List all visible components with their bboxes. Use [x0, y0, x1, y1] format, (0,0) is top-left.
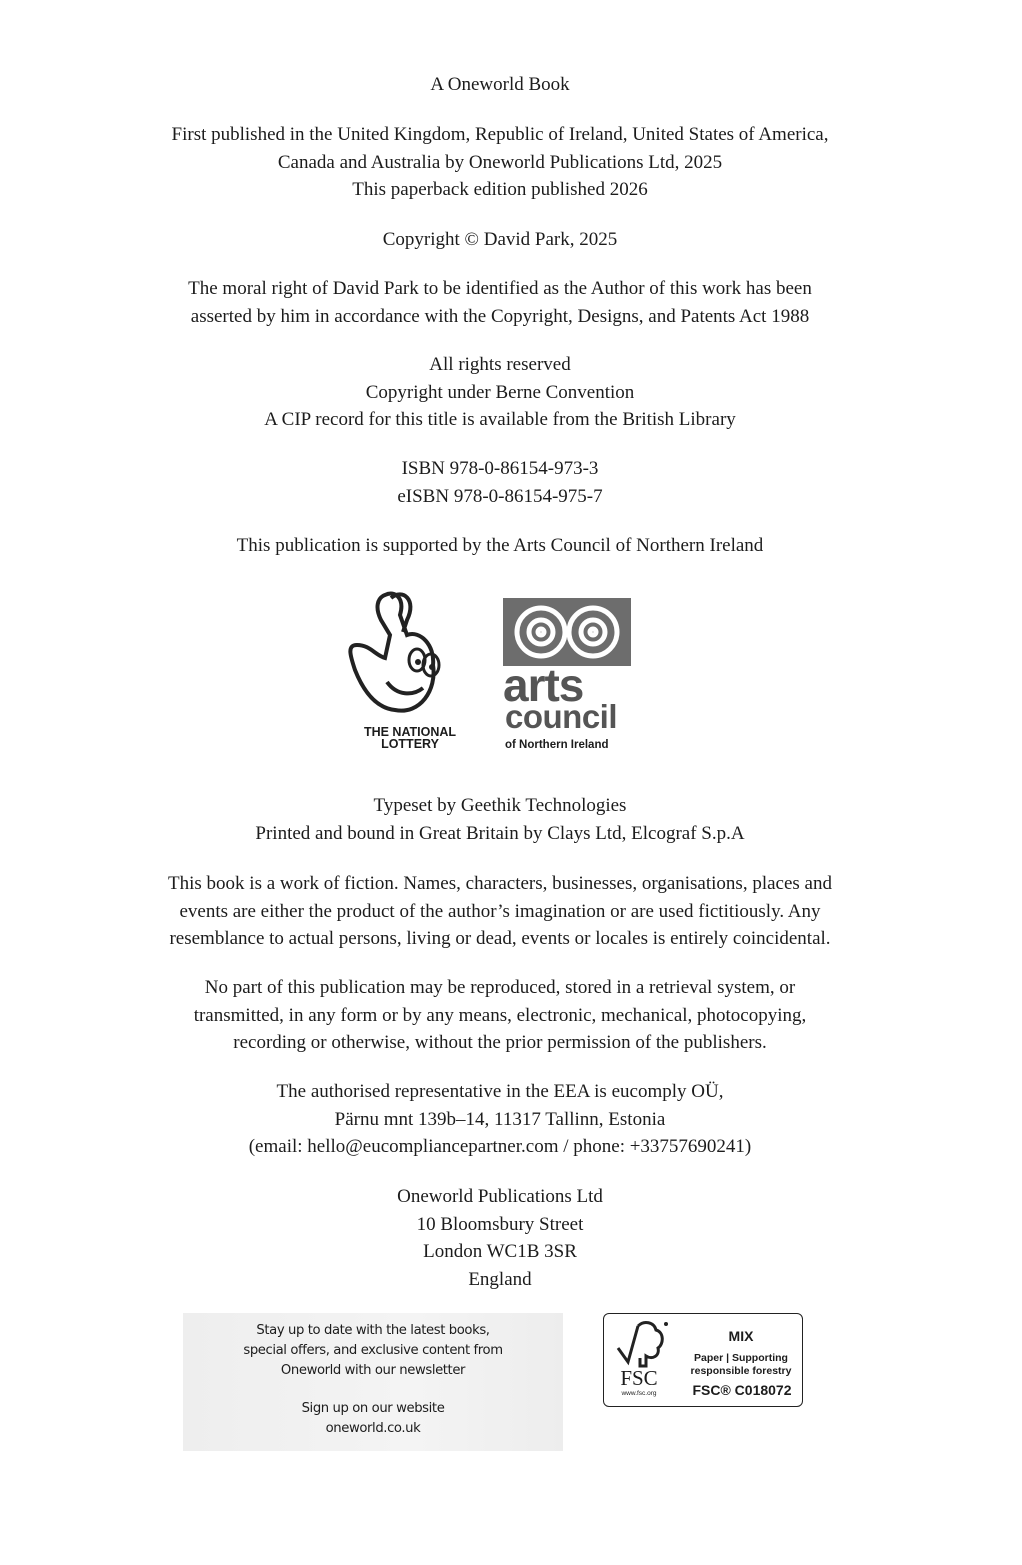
text-line: transmitted, in any form or by any means, electronic, mechanical, photocopying,: [193, 1004, 807, 1026]
text-line: The authorised representative in the EEA is eucomply OÜ,: [276, 1081, 724, 1102]
text-line: England: [468, 1268, 532, 1290]
fsc-tree-icon: [614, 1318, 670, 1370]
text-line: Pärnu mnt 139b–14, 11317 Tallinn, Estonia: [334, 1108, 666, 1130]
text-line: First published in the United Kingdom, Republic of Ireland, United States of America,: [171, 124, 829, 145]
imprint-text: A Oneworld Book: [430, 74, 570, 95]
eisbn: eISBN 978-0-86154-975-7: [397, 485, 603, 507]
reproduction-notice: [0, 974, 1000, 1057]
text-line: This publication is supported by the Arts Council of Northern Ireland: [236, 535, 764, 556]
lottery-line: LOTTERY: [381, 737, 439, 751]
publisher-address: [0, 1183, 1000, 1293]
text-line: Printed and bound in Great Britain by Clays Ltd, Elcograf S.p.A: [255, 822, 745, 844]
text-line: Canada and Australia by Oneworld Publications Ltd, 2025: [277, 151, 723, 173]
support-statement: [0, 532, 1000, 560]
arts-council-logo: [503, 598, 633, 758]
text-line: London WC1B 3SR: [423, 1241, 577, 1263]
text-line: resemblance to actual persons, living or dead, events or locales is entirely coincidental.: [169, 928, 831, 950]
fiction-disclaimer: [0, 870, 1000, 953]
spiral-icon: [503, 598, 631, 666]
crossed-fingers-icon: [345, 590, 475, 725]
newsletter-line: special offers, and exclusive content from: [243, 1343, 503, 1358]
newsletter-url: oneworld.co.uk: [325, 1421, 421, 1436]
arts-word: arts: [503, 659, 584, 711]
isbn: ISBN 978-0-86154-973-3: [401, 458, 599, 479]
lottery-line: THE NATIONAL: [363, 725, 457, 739]
text-line: asserted by him in accordance with the Copyright, Designs, and Patents Act 1988: [190, 305, 810, 327]
copyright-notice: [0, 226, 1000, 254]
text-line: This book is a work of fiction. Names, characters, businesses, organisations, places and: [168, 873, 832, 894]
fsc-code: FSC® C018072: [692, 1382, 792, 1398]
publication-info: [0, 121, 1000, 204]
text-line: No part of this publication may be reproduced, stored in a retrieval system, or: [204, 977, 796, 998]
text-line: Copyright © David Park, 2025: [382, 229, 618, 250]
text-line: (email: hello@eucompliancepartner.com / phone: +33757690241): [248, 1136, 752, 1158]
text-line: All rights reserved: [429, 354, 571, 375]
newsletter-box: [183, 1313, 563, 1451]
fsc-mix: MIX: [728, 1328, 754, 1344]
moral-right: [0, 275, 1000, 330]
arts-council-subtitle: of Northern Ireland: [505, 739, 609, 751]
text-line: events are either the product of the author’s imagination or are used fictitiously. Any: [179, 900, 821, 922]
text-line: 10 Bloomsbury Street: [416, 1213, 584, 1235]
production-credits: [0, 792, 1000, 847]
fsc-paper-line: Paper | Supporting: [694, 1352, 788, 1364]
newsletter-signup: Sign up on our website: [301, 1401, 445, 1416]
newsletter-line: Oneworld with our newsletter: [280, 1363, 466, 1378]
text-line: A CIP record for this title is available from the British Library: [264, 409, 736, 431]
fsc-label: [603, 1313, 803, 1407]
fsc-logo-text: FSC: [620, 1366, 658, 1390]
national-lottery-logo: [345, 590, 475, 760]
rights-statement: [0, 351, 1000, 434]
text-line: Copyright under Berne Convention: [365, 381, 635, 403]
eea-representative: [0, 1078, 1000, 1161]
newsletter-line: Stay up to date with the latest books,: [256, 1323, 490, 1338]
text-line: The moral right of David Park to be identified as the Author of this work has been: [188, 278, 812, 299]
imprint: [0, 71, 1000, 99]
fsc-paper-line: responsible forestry: [690, 1365, 792, 1377]
text-line: recording or otherwise, without the prior permission of the publishers.: [233, 1032, 767, 1054]
council-word: council: [505, 698, 618, 735]
isbn-block: [0, 455, 1000, 510]
sponsor-logos: [345, 590, 645, 760]
text-line: Oneworld Publications Ltd: [397, 1186, 603, 1207]
text-line: This paperback edition published 2026: [352, 179, 648, 201]
text-line: Typeset by Geethik Technologies: [373, 795, 627, 816]
fsc-url: www.fsc.org: [621, 1390, 657, 1397]
